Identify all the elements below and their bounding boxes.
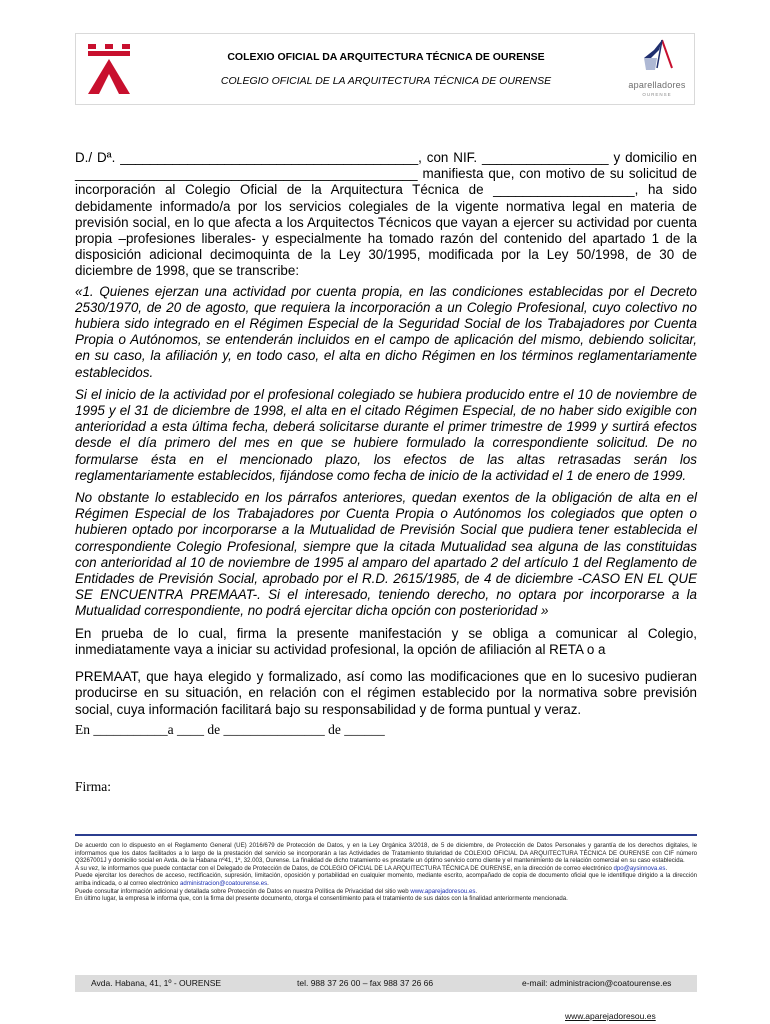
footer-address: Avda. Habana, 41, 1º - OURENSE	[91, 978, 222, 988]
privacy-paragraph-3	[75, 872, 697, 887]
dpo-email-link[interactable]: dpo@aysinnova.es	[613, 864, 666, 872]
privacy-paragraph-2	[75, 865, 697, 873]
law-quote-paragraph-3: No obstante lo establecido en los párrafos anteriores, quedan exentos de la obligación de alta en el Régimen Especial de los Trabajadores por Cuenta Propia o Autónomos los colegiados que opten o hubieren optado por incorporarse a la Mutualidad de Previsión Social que pudiera tener establecida el correspondiente Colegio Profesional, siempre que la citada Mutualidad sea alguna de las constituidas con anterioridad al 10 de noviembre de 1995 al amparo del apartado 2 del artículo 1 del Reglamento de Entidades de Previsión Social, aprobado por el R.D. 2615/1985, de 4 de diciembre -CASO EN EL QUE SE ENCUENTRA PREMAAT-. Si el interesado, teniendo derecho, no optara por incorporarse a la Mutualidad correspondiente, no podrá ejercitar dicha opción con posterioridad »	[75, 490, 697, 619]
declaration-intro: D./ Dª. ________________________________________, con NIF. _________________ y domicilio en ______________________________________________ manifiesta que, con motivo de su solicitud de incorporación al Colegio Oficial de la Arquitectura Técnica de ___________________, ha sido debidamente informado/a por los servicios colegiales de la vigente normativa legal en materia de previsión social, en lo que afecta a los Arquitectos Técnicos que vayan a ejercer su actividad por cuenta propia –profesiones liberales- y especialmente ha tomado razón del contenido del apartado 1 de la disposición adicional decimoquinta de la Ley 30/1995, modificada por la Ley 50/1998, de 30 de diciembre de 1998, que se transcribe:	[75, 150, 697, 279]
footer-divider	[75, 834, 697, 836]
letterhead	[75, 33, 695, 105]
compass-icon	[624, 36, 690, 80]
privacy-text: Puede ejercitar los derechos de acceso, rectificación, supresión, limitación, oposición y portabilidad en cualquier momento, mediante escrito, acompañado de copia de documento oficial que le identifique dirigido a la dirección arriba indicada, o al correo electrónico	[75, 872, 697, 887]
privacy-paragraph-5: En último lugar, la empresa le informa que, con la firma del presente documento, otorga el consentimiento para el tratamiento de sus datos con la finalidad anteriormente mencionada.	[75, 895, 568, 903]
website-link[interactable]: www.aparejadoresou.es	[410, 887, 476, 895]
admin-email-link[interactable]: administracion@coatourense.es	[180, 879, 268, 887]
privacy-text: A su vez, le informamos que puede contactar con el Delegado de Protección de Datos, de COLEGIO OFICIAL DE LA ARQUITECTURA TÉCNICA DE OURENSE, en la dirección de correo electrónico	[75, 864, 614, 872]
privacy-text: .	[267, 879, 269, 887]
premaat-paragraph: PREMAAT, que haya elegido y formalizado, así como las modificaciones que en lo sucesivo pudieran producirse en su situación, en relación con el régimen establecido por la normativa sobre previsión social, cuya información facilitará bajo su responsabilidad y de forma puntual y veraz.	[75, 669, 697, 717]
college-name-galician: COLEXIO OFICIAL DA ARQUITECTURA TÉCNICA DE OURENSE	[227, 51, 545, 63]
privacy-paragraph-1: De acuerdo con lo dispuesto en el Reglamento General (UE) 2016/679 de Protección de Datos, y en la Ley Orgánica 3/2018, de 5 de diciembre, de Protección de Datos Personales y garantía de los derechos digitales, le informamos que los datos facilitados a lo largo de la prestación del servicio se incorporarán a las Actividades de Tratamiento titularidad de COLEXIO OFICIAL DA ARQUITECTURA TÉCNICA DE OURENSE con CIF número Q3267001J y domicilio social en Avda. de la Habana nº41, 1º, 32.003, Ourense. La finalidad de dicho tratamiento es prestarle un óptimo servicio como cliente y el mantenimiento de la relación comercial en su caso establecida.	[75, 842, 697, 865]
privacy-text: .	[475, 887, 478, 895]
privacy-text: Puede consultar información adicional y detallada sobre Protección de Datos en nuestra Política de Privacidad del sitio web	[75, 887, 411, 895]
privacy-text: .	[665, 864, 668, 872]
privacy-paragraph-4	[75, 888, 697, 896]
college-logo-icon	[86, 42, 132, 98]
logo-subtext: OURENSE	[642, 92, 672, 97]
signature-label: Firma:	[75, 779, 111, 794]
footer-website-link[interactable]: www.aparejadoresou.es	[565, 1011, 656, 1021]
college-name-spanish: COLEGIO OFICIAL DE LA ARQUITECTURA TÉCNICA DE OURENSE	[220, 75, 552, 87]
contact-bar	[75, 975, 697, 992]
commitment-paragraph: En prueba de lo cual, firma la presente manifestación y se obliga a comunicar al Colegio, inmediatamente vaya a iniciar su actividad profesional, la opción de afiliación al RETA o a	[75, 625, 697, 657]
declaration-body	[75, 150, 697, 738]
law-quote-paragraph-1: «1. Quienes ejerzan una actividad por cuenta propia, en las condiciones establecidas por el Decreto 2530/1970, de 20 de agosto, que requiera la incorporación a un Colegio Profesional, cuyo colectivo no hubiera sido integrado en el Régimen Especial de la Seguridad Social de los Trabajadores por Cuenta Propia o Autónomos, se entenderán incluidos en el campo de aplicación del mismo, debiendo solicitar, en su caso, la afiliación y, en todo caso, el alta en dicho Régimen en los términos reglamentariamente establecidos.	[75, 283, 697, 380]
privacy-notice	[75, 842, 697, 903]
footer-email[interactable]: e-mail: administracion@coatourense.es	[522, 978, 672, 988]
footer-phone: tel. 988 37 26 00 – fax 988 37 26 66	[297, 978, 434, 988]
law-quote-paragraph-2: Si el inicio de la actividad por el profesional colegiado se hubiera producido entre el 10 de noviembre de 1995 y el 31 de diciembre de 1998, el alta en el citado Régimen Especial, de no haber sido exigible con anterioridad a esta última fecha, deberá solicitarse durante el primer trimestre de 1999 y surtirá efectos desde el día primero del mes en que se hubiere formulado la correspondiente solicitud. De no formularse ésta en el mencionado plazo, los efectos de las altas retrasadas serán los reglamentariamente establecidos, fijándose como fecha de inicio de la actividad el 1 de enero de 1999.	[75, 386, 697, 483]
date-line: En ___________a ____ de _______________ de ______	[75, 721, 385, 737]
logo-wordmark: aparelladores	[628, 80, 686, 90]
aparelladores-logo	[624, 36, 690, 102]
